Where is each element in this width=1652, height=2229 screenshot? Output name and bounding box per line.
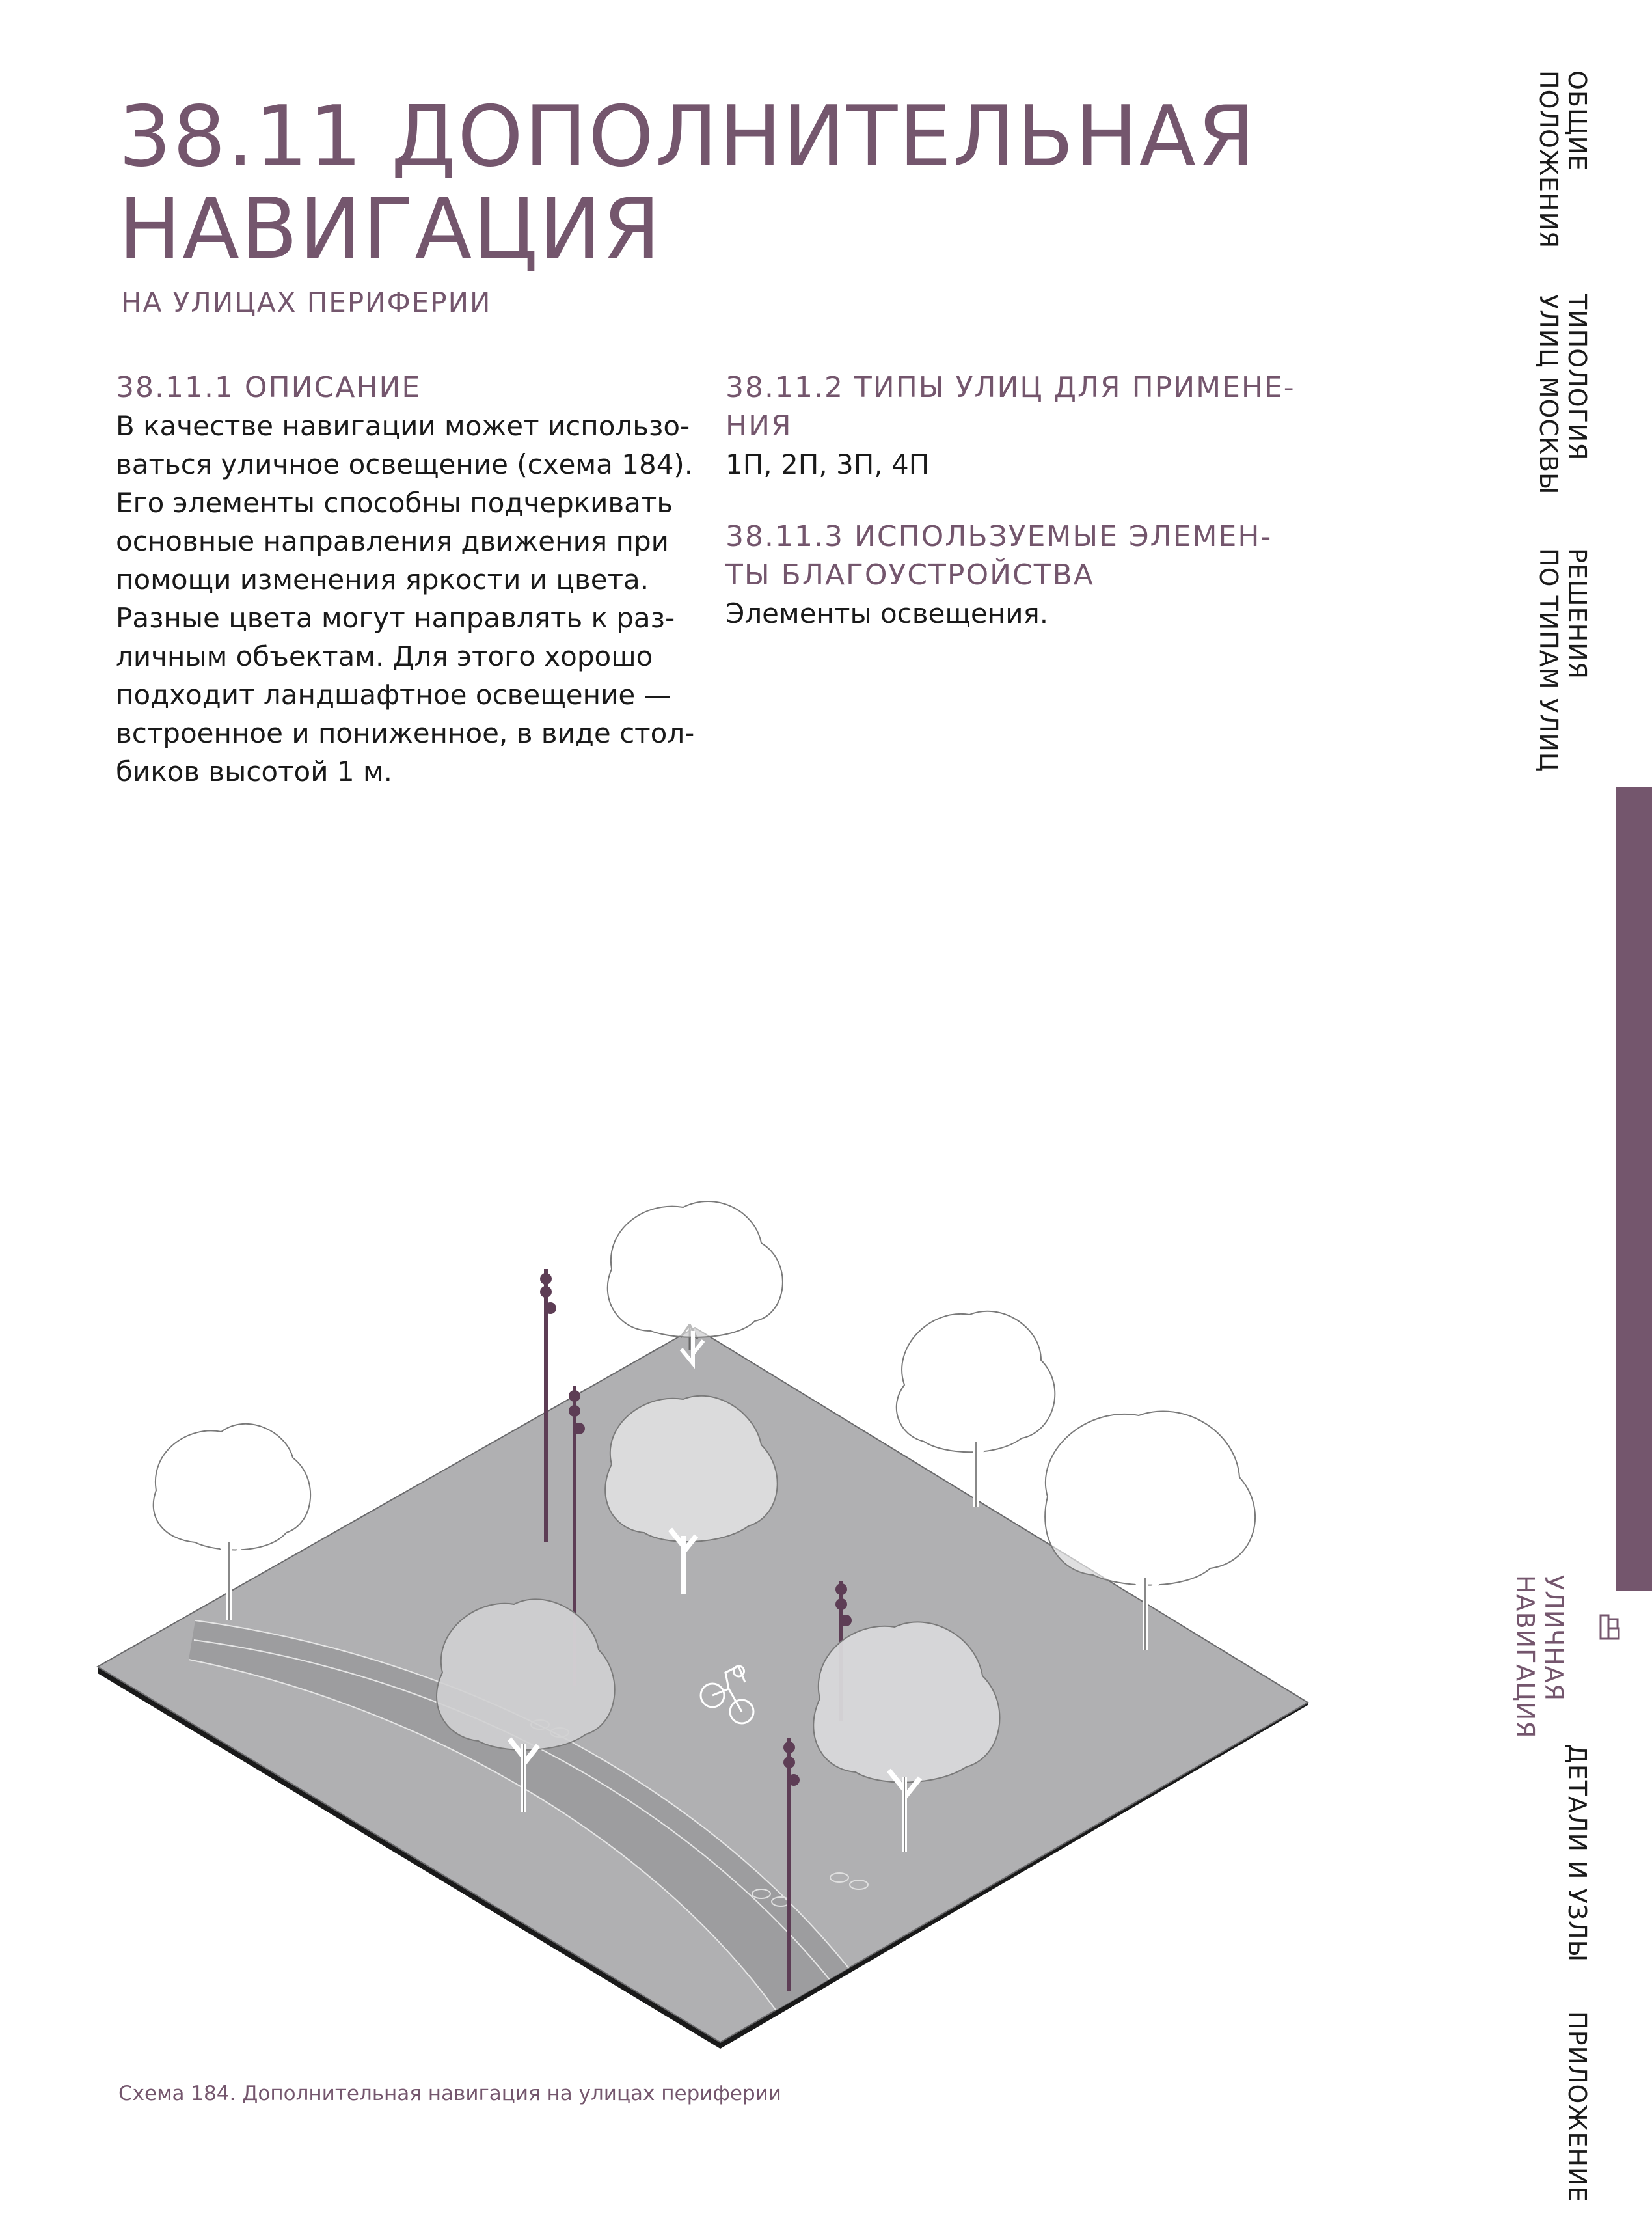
side-nav-appendix[interactable] (1563, 2011, 1591, 2202)
side-nav-label: РЕШЕНИЯ (1563, 548, 1591, 679)
right-column (725, 368, 1298, 633)
elements-heading-line: 38.11.3 ИСПОЛЬЗУЕМЫЕ ЭЛЕМЕН- (725, 520, 1273, 553)
side-nav-label: ПО ТИПАМ УЛИЦ (1534, 548, 1563, 773)
description-heading: 38.11.1 ОПИСАНИЕ (116, 371, 422, 404)
elements-text: Элементы освещения. (725, 597, 1049, 629)
elements-heading-line: ТЫ БЛАГОУСТРОЙСТВА (725, 558, 1094, 592)
street-types-heading (725, 368, 1298, 445)
side-nav-general[interactable] (1534, 70, 1591, 249)
side-nav-label: НАВИГАЦИЯ (1511, 1575, 1539, 1739)
side-nav-label: УЛИЦ МОСКВЫ (1534, 294, 1563, 495)
street-types-heading-line: 38.11.2 ТИПЫ УЛИЦ ДЛЯ ПРИМЕНЕ- (725, 371, 1295, 404)
side-section-accent-bar (1616, 787, 1652, 1591)
street-types-heading-line: НИЯ (725, 409, 792, 443)
side-nav-label: ПРИЛОЖЕНИЕ (1563, 2011, 1591, 2203)
side-nav-label: ТИПОЛОГИЯ (1563, 294, 1591, 461)
illustration-svg (91, 1191, 1327, 2057)
navigation-section-icon (1598, 1613, 1621, 1641)
description-line: основные направления движения при (116, 525, 669, 557)
side-nav-street-navigation[interactable] (1511, 1575, 1568, 1739)
description-section (116, 368, 695, 791)
side-nav-label: ДЕТАЛИ И УЗЛЫ (1563, 1744, 1591, 1963)
page-title (118, 91, 1355, 276)
side-nav-solutions[interactable] (1534, 548, 1591, 772)
description-line: В качестве навигации может использо- (116, 410, 690, 442)
description-line: ваться уличное освещение (схема 184). (116, 448, 694, 480)
description-line: биков высотой 1 м. (116, 756, 392, 787)
description-line: подходит ландшафтное освещение — (116, 679, 671, 711)
street-types-text: 1П, 2П, 3П, 4П (725, 448, 930, 480)
description-line: Его элементы способны подчеркивать (116, 487, 673, 519)
side-nav-typology[interactable] (1534, 294, 1591, 495)
page-subtitle: НА УЛИЦАХ ПЕРИФЕРИИ (121, 286, 492, 318)
street-lighting-illustration (91, 1191, 1327, 2057)
side-nav-details[interactable] (1563, 1744, 1591, 1962)
side-nav-label: ПОЛОЖЕНИЯ (1534, 70, 1563, 249)
description-line: помощи изменения яркости и цвета. (116, 564, 649, 595)
description-line: встроенное и пониженное, в виде стол- (116, 717, 695, 749)
description-text (116, 407, 695, 791)
figure-caption: Схема 184. Дополнительная навигация на улицах периферии (118, 2082, 781, 2105)
page-title-line-1: 38.11 ДОПОЛНИТЕЛЬНАЯ (118, 89, 1256, 185)
elements-heading (725, 517, 1298, 594)
side-nav-label: ОБЩИЕ (1563, 70, 1591, 171)
description-line: личным объектам. Для этого хорошо (116, 640, 653, 672)
side-nav-label: УЛИЧНАЯ (1539, 1575, 1568, 1702)
page-title-line-2: НАВИГАЦИЯ (118, 181, 662, 278)
description-line: Разные цвета могут направлять к раз- (116, 602, 675, 634)
